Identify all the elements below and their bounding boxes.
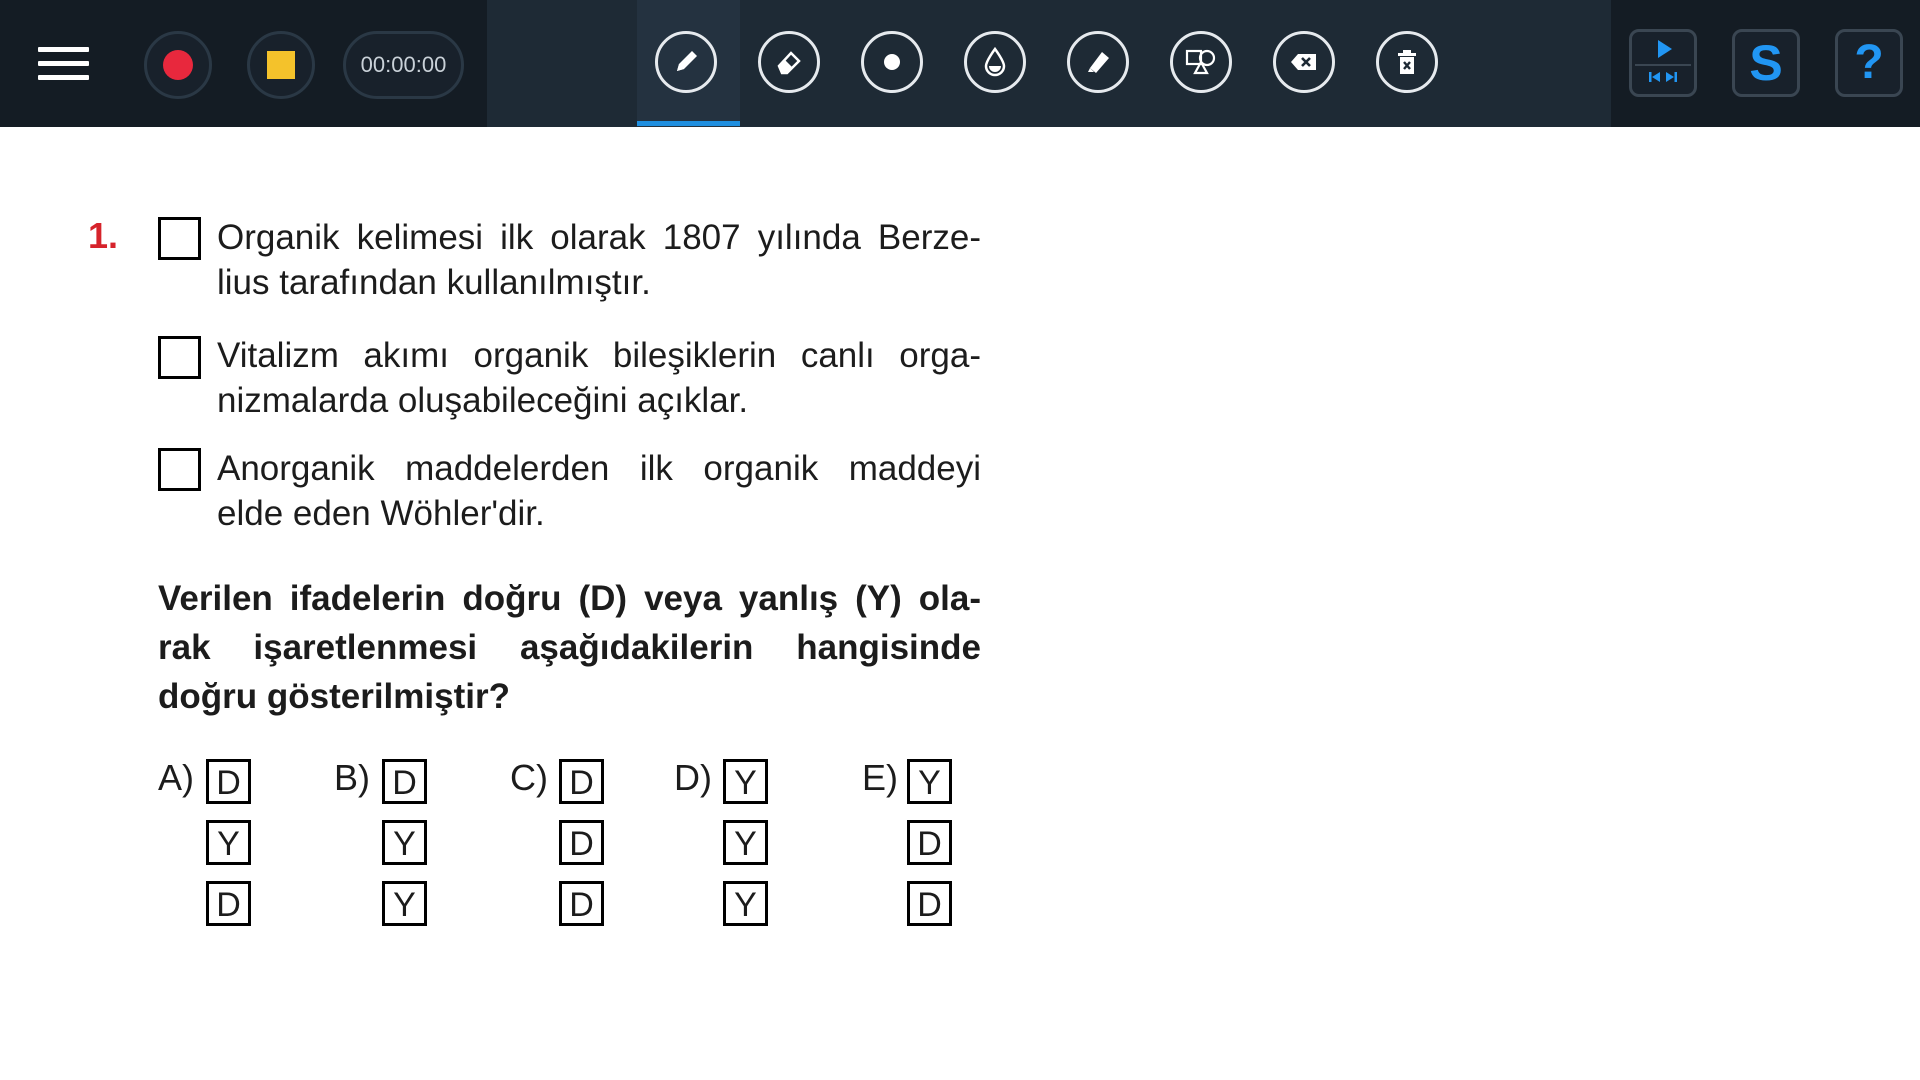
- eraser-icon: [771, 44, 807, 80]
- playback-icon: [1632, 32, 1694, 94]
- option-d-label[interactable]: D): [674, 757, 712, 798]
- pen-icon: [668, 44, 704, 80]
- option-c-value-2: D: [559, 820, 604, 865]
- right-controls: [1611, 0, 1920, 127]
- option-e-value-3: D: [907, 881, 952, 926]
- option-b-value-3: Y: [382, 881, 427, 926]
- eraser-tool-button[interactable]: [758, 31, 820, 93]
- option-d-value-3: Y: [723, 881, 768, 926]
- record-button[interactable]: [144, 31, 212, 99]
- statement-2-line-1: Vitalizm akımı organik bileşiklerin canlı orga-: [217, 336, 981, 375]
- recording-timer: 00:00:00: [343, 31, 464, 99]
- option-c-value-3: D: [559, 881, 604, 926]
- question-number: 1.: [88, 215, 119, 256]
- option-c-value-1: D: [559, 759, 604, 804]
- playback-button[interactable]: [1629, 29, 1697, 97]
- statement-2: [217, 333, 981, 423]
- hamburger-menu-icon[interactable]: [38, 47, 89, 80]
- option-b-value-2: Y: [382, 820, 427, 865]
- statement-1-line-2: lius tarafından kullanılmıştır.: [217, 263, 651, 302]
- prompt-line-2: rak işaretlenmesi aşağıdakilerin hangisinde: [158, 628, 981, 667]
- undo-tool-button[interactable]: [1273, 31, 1335, 93]
- option-b-value-1: D: [382, 759, 427, 804]
- option-c-label[interactable]: C): [510, 757, 548, 798]
- dot-tool-button[interactable]: [861, 31, 923, 93]
- option-a-label[interactable]: A): [158, 757, 194, 798]
- active-tool-indicator: [637, 121, 740, 126]
- statement-1-checkbox[interactable]: [158, 217, 201, 260]
- prompt-line-3: doğru gösterilmiştir?: [158, 677, 510, 716]
- help-button[interactable]: [1835, 29, 1903, 97]
- trash-icon: [1389, 44, 1425, 80]
- pen-tool-button[interactable]: [655, 31, 717, 93]
- statement-1: [217, 215, 981, 305]
- menu-block: [0, 0, 125, 127]
- option-d-value-2: Y: [723, 820, 768, 865]
- statement-3-checkbox[interactable]: [158, 448, 201, 491]
- option-a-value-2: Y: [206, 820, 251, 865]
- highlighter-tool-button[interactable]: [1067, 31, 1129, 93]
- shapes-icon: [1182, 44, 1220, 80]
- question-prompt: [158, 574, 981, 721]
- help-label: ?: [1854, 36, 1884, 89]
- option-a-value-3: D: [206, 881, 251, 926]
- option-d-value-1: Y: [723, 759, 768, 804]
- option-b-label[interactable]: B): [334, 757, 370, 798]
- highlighter-icon: [1080, 44, 1116, 80]
- statement-3: [217, 446, 981, 536]
- ink-drop-icon: [977, 44, 1013, 80]
- s-label: S: [1749, 35, 1783, 91]
- dot-icon: [874, 44, 910, 80]
- color-tool-button[interactable]: [964, 31, 1026, 93]
- option-e-value-2: D: [907, 820, 952, 865]
- stop-icon: [267, 51, 295, 79]
- top-toolbar: [0, 0, 1920, 127]
- option-a-value-1: D: [206, 759, 251, 804]
- s-button[interactable]: [1732, 29, 1800, 97]
- clear-tool-button[interactable]: [1376, 31, 1438, 93]
- backspace-icon: [1286, 44, 1322, 80]
- statement-3-line-2: elde eden Wöhler'dir.: [217, 494, 545, 533]
- record-icon: [163, 50, 193, 80]
- shapes-tool-button[interactable]: [1170, 31, 1232, 93]
- option-e-label[interactable]: E): [862, 757, 898, 798]
- statement-3-line-1: Anorganik maddelerden ilk organik maddeyi: [217, 449, 981, 488]
- statement-2-line-2: nizmalarda oluşabileceğini açıklar.: [217, 381, 749, 420]
- stop-button[interactable]: [247, 31, 315, 99]
- statement-1-line-1: Organik kelimesi ilk olarak 1807 yılında Berze-: [217, 218, 981, 257]
- statement-2-checkbox[interactable]: [158, 336, 201, 379]
- option-e-value-1: Y: [907, 759, 952, 804]
- prompt-line-1: Verilen ifadelerin doğru (D) veya yanlış (Y) ola-: [158, 579, 981, 618]
